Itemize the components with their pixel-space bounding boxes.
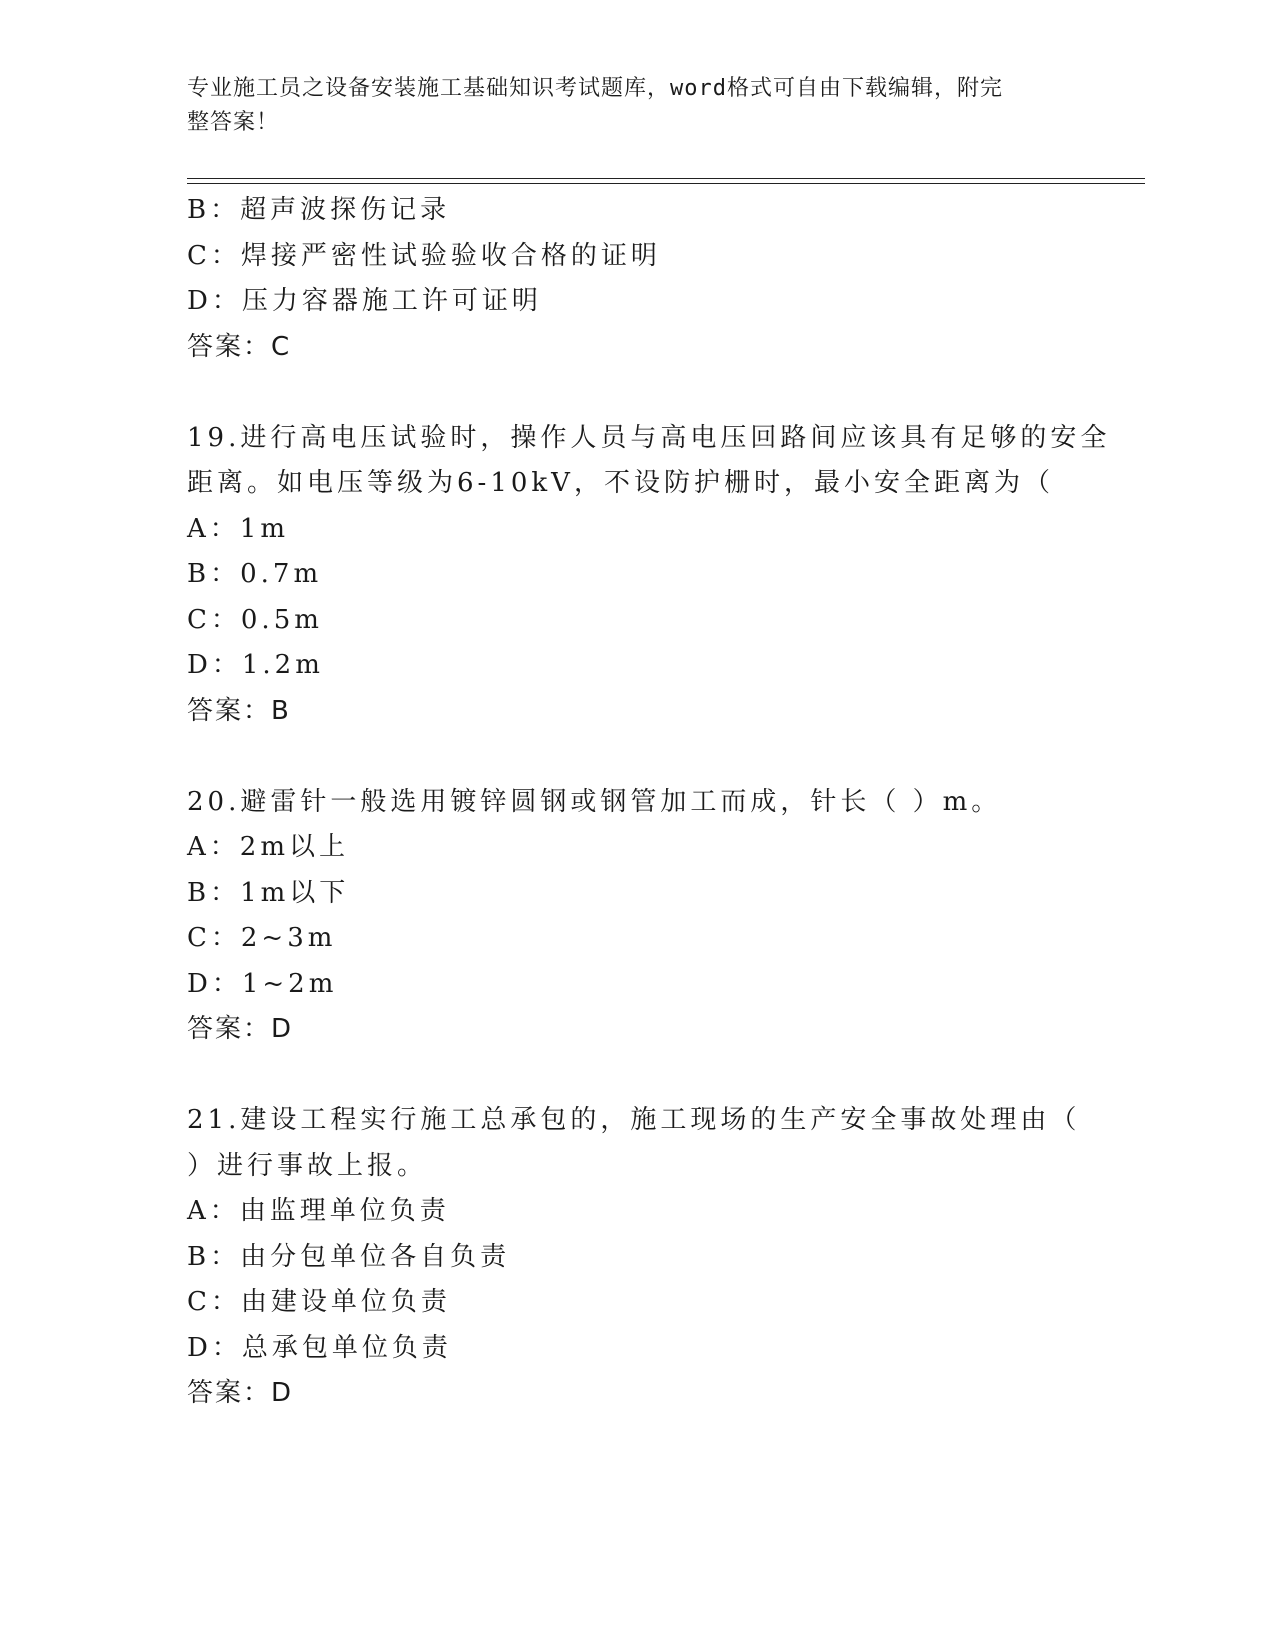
header-line-2: 整答案！ (187, 110, 280, 135)
question-stem: 距离。如电压等级为6-10kV，不设防护栅时，最小安全距离为（ (187, 468, 1054, 498)
option-b: B：超声波探伤记录 (187, 195, 451, 225)
header-line-1: 专业施工员之设备安装施工基础知识考试题库，word格式可自由下载编辑，附完 (187, 76, 1003, 101)
answer: 答案：D (187, 1014, 294, 1044)
option-d: D：1.2m (187, 650, 324, 680)
answer: 答案：C (187, 331, 292, 362)
option-a: A：2m以上 (187, 832, 349, 862)
question-20 (187, 780, 1087, 1053)
question-stem: ）进行事故上报。 (187, 1150, 428, 1181)
document-header (187, 72, 1067, 140)
question-18 (187, 188, 1087, 370)
option-b: B：由分包单位各自负责 (187, 1241, 511, 1272)
answer: 答案：B (187, 695, 291, 726)
option-a: A：由监理单位负责 (187, 1196, 450, 1226)
option-d: D：总承包单位负责 (187, 1332, 452, 1363)
option-d: D：压力容器施工许可证明 (187, 286, 542, 316)
option-d: D：1~2m (187, 968, 338, 999)
option-c: C：2~3m (187, 923, 337, 953)
option-b: B：0.7m (187, 559, 323, 589)
option-b: B：1m以下 (187, 877, 350, 908)
header-divider-bottom (187, 183, 1145, 184)
option-a: A：1m (187, 513, 289, 544)
question-stem: 19.进行高电压试验时，操作人员与高电压回路间应该具有足够的安全 (187, 422, 1111, 453)
option-c: C：焊接严密性试验验收合格的证明 (187, 240, 661, 271)
question-21 (187, 1098, 1087, 1417)
header-divider-top (187, 178, 1145, 179)
question-stem: 21.建设工程实行施工总承包的，施工现场的生产安全事故处理由（ (187, 1105, 1081, 1135)
option-c: C：由建设单位负责 (187, 1287, 451, 1317)
question-list (187, 188, 1111, 1417)
answer: 答案：D (187, 1378, 294, 1408)
option-c: C：0.5m (187, 604, 323, 635)
question-stem: 20.避雷针一般选用镀锌圆钢或钢管加工而成，针长（ ）m。 (187, 786, 1002, 817)
question-19 (187, 416, 1111, 735)
